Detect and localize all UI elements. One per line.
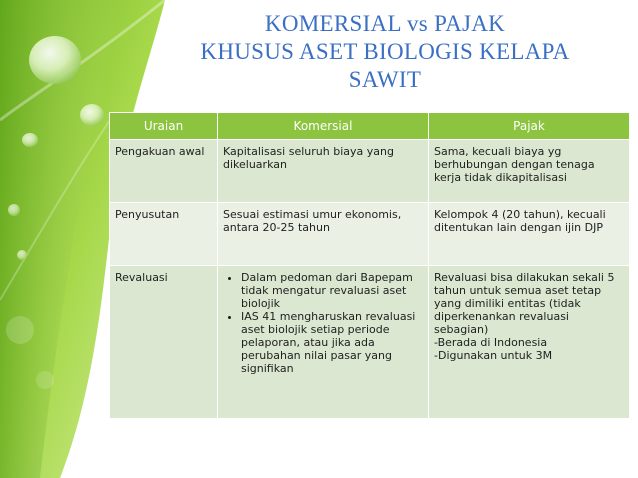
list-item: • Dalam pedoman dari Bapepam tidak mengatur revaluasi aset biolojik bbox=[241, 271, 423, 310]
list-item: • IAS 41 mengharuskan revaluasi aset biolojik setiap periode pelaporan, atau jika ada perubahan nilai pasar yang signifikan bbox=[241, 310, 423, 375]
cell-pajak bbox=[429, 266, 630, 419]
header-pajak: Pajak bbox=[429, 113, 630, 140]
table-row bbox=[110, 203, 630, 266]
header-uraian: Uraian bbox=[110, 113, 218, 140]
pajak-text-line: Revaluasi bisa dilakukan sekali 5 tahun untuk semua aset tetap yang dimiliki entitas (tidak diperkenankan revaluasi sebagian) bbox=[434, 271, 615, 336]
cell-uraian: Pengakuan awal bbox=[110, 140, 218, 203]
page-title bbox=[150, 10, 620, 94]
cell-komersial: Kapitalisasi seluruh biaya yang dikeluarkan bbox=[218, 140, 429, 203]
pajak-text-line: -Berada di Indonesia bbox=[434, 336, 548, 349]
title-line-1: KOMERSIAL vs PAJAK bbox=[264, 11, 506, 36]
title-line-2: KHUSUS ASET BIOLOGIS KELAPA bbox=[200, 39, 570, 64]
table-row bbox=[110, 140, 630, 203]
cell-komersial bbox=[218, 266, 429, 419]
comparison-table bbox=[109, 112, 630, 419]
komersial-bullet-list bbox=[223, 271, 423, 375]
title-line-3: SAWIT bbox=[348, 67, 422, 92]
cell-komersial: Sesuai estimasi umur ekonomis, antara 20-25 tahun bbox=[218, 203, 429, 266]
cell-uraian: Revaluasi bbox=[110, 266, 218, 419]
cell-uraian: Penyusutan bbox=[110, 203, 218, 266]
cell-pajak: Kelompok 4 (20 tahun), kecuali ditentukan lain dengan ijin DJP bbox=[429, 203, 630, 266]
header-komersial: Komersial bbox=[218, 113, 429, 140]
table-row bbox=[110, 266, 630, 419]
cell-pajak: Sama, kecuali biaya yg berhubungan dengan tenaga kerja tidak dikapitalisasi bbox=[429, 140, 630, 203]
table-header-row bbox=[110, 113, 630, 140]
pajak-text-line: -Digunakan untuk 3M bbox=[434, 349, 553, 362]
